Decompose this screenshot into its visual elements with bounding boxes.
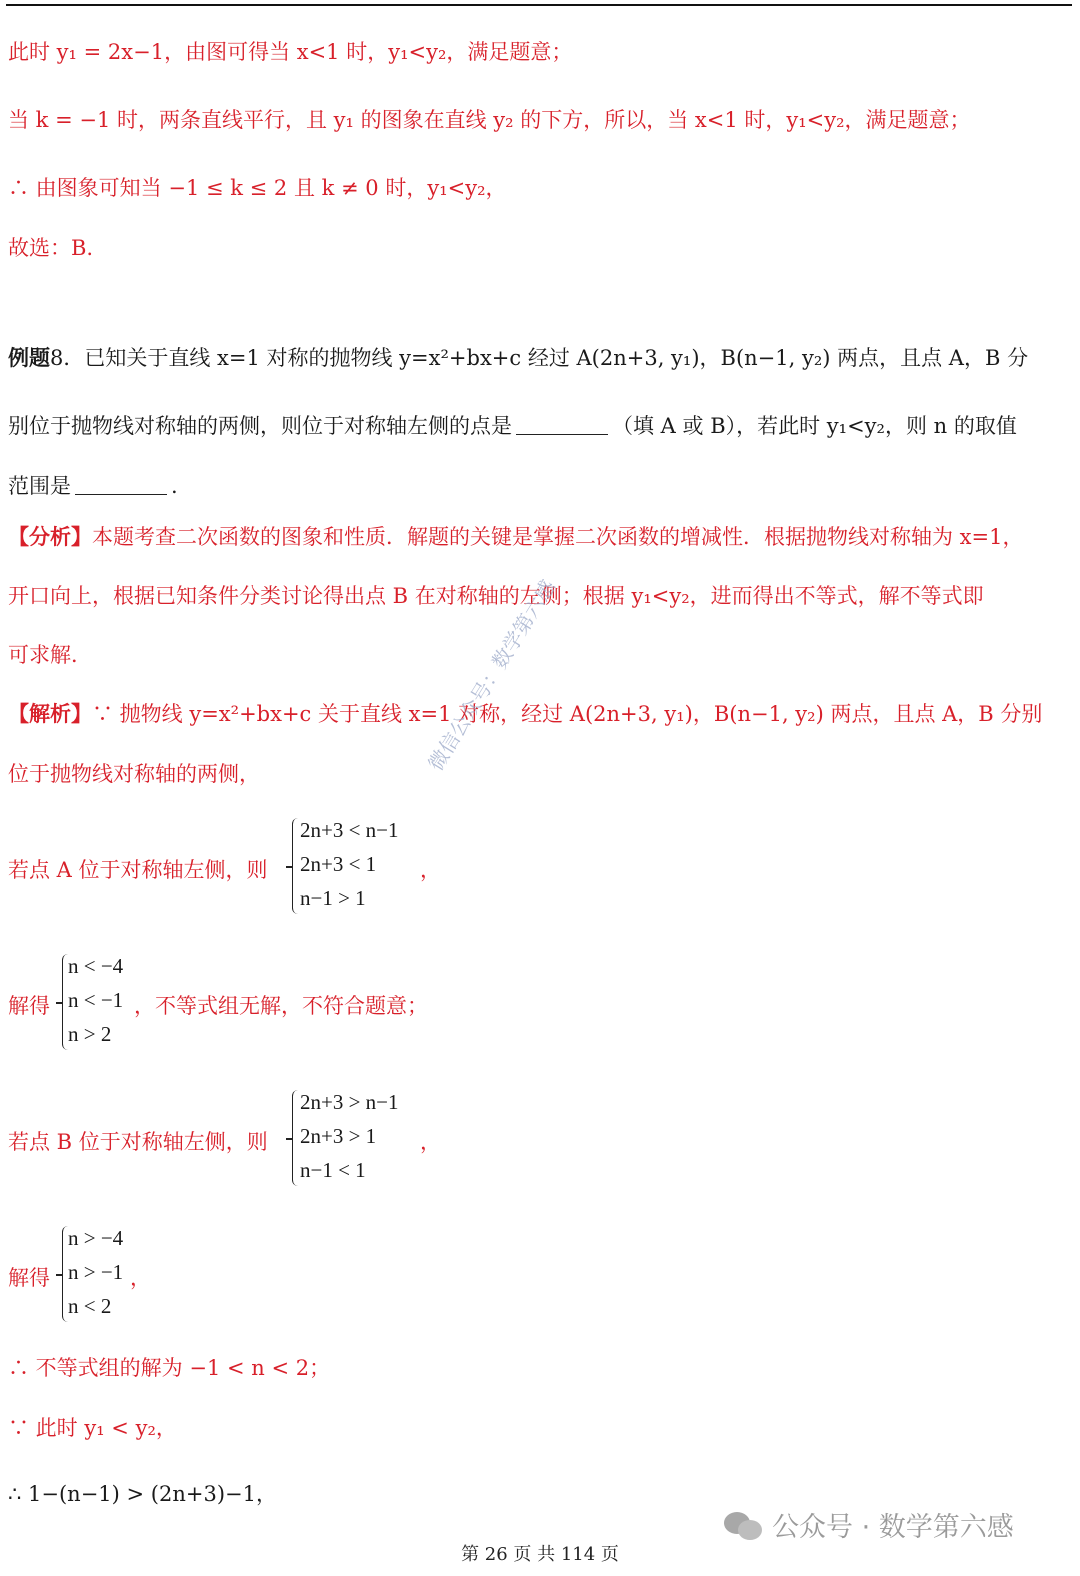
case-b-row-3: n−1 < 1 (300, 1158, 366, 1182)
solve-b-row-1: n > −4 (68, 1226, 124, 1250)
case-a-label: 若点 A 位于对称轴左侧，则 (8, 858, 268, 882)
wechat-icon (724, 1510, 764, 1540)
analysis-line-2: 开口向上，根据已知条件分类讨论得出点 B 在对称轴的左侧；根据 y₁<y₂，进而得出不等式，解不等式即 (8, 584, 984, 608)
solution-line-1 (8, 700, 1042, 728)
solve-b-comma: ， (130, 1266, 151, 1290)
solve-b-system (8, 1226, 208, 1326)
brand-mark (724, 1505, 1014, 1544)
solve-b-row-3: n < 2 (68, 1294, 112, 1318)
analysis-line-1 (8, 523, 1023, 551)
answer-line-3: ∴ 由图象可知当 −1 ≤ k ≤ 2 且 k ≠ 0 时，y₁<y₂， (8, 176, 507, 200)
solve-a-row-1: n < −4 (68, 954, 124, 978)
solve-a-row-3: n > 2 (68, 1022, 112, 1046)
solve-a-system (8, 954, 528, 1054)
example-text-1: 8．已知关于直线 x=1 对称的抛物线 y=x²+bx+c 经过 A(2n+3, y₁)，B(n−1, y₂) 两点，且点 A，B 分 (50, 346, 1029, 370)
case-b-comma: ， (420, 1130, 441, 1154)
answer-blank-2 (75, 474, 167, 495)
answer-blank-1 (516, 414, 608, 435)
solve-a-label: 解得 (8, 994, 50, 1018)
example-text-2b: （填 A 或 B），若此时 y₁<y₂，则 n 的取值 (612, 414, 1017, 438)
answer-choice: 故选：B. (8, 236, 94, 260)
conclusion-line-1: ∴ 不等式组的解为 −1 < n < 2； (8, 1356, 331, 1380)
analysis-text-1: 本题考查二次函数的图象和性质．解题的关键是掌握二次函数的增减性．根据抛物线对称轴为 x=1， (92, 525, 1024, 549)
analysis-line-3: 可求解． (8, 643, 92, 667)
case-b-label: 若点 B 位于对称轴左侧，则 (8, 1130, 268, 1154)
case-a-row-3: n−1 > 1 (300, 886, 366, 910)
page-footer: 第 26 页 共 114 页 (461, 1544, 619, 1565)
solve-a-row-2: n < −1 (68, 988, 124, 1012)
top-rule (6, 4, 1072, 6)
example-label: 例题 (8, 345, 50, 370)
example-8-line-2 (8, 412, 1017, 440)
analysis-label: 【分析】 (8, 524, 92, 549)
example-8-line-1 (8, 344, 1028, 372)
case-a-system (8, 818, 468, 918)
solve-b-row-2: n > −1 (68, 1260, 124, 1284)
answer-line-2: 当 k = −1 时，两条直线平行，且 y₁ 的图象在直线 y₂ 的下方，所以，当 x<1 时，y₁<y₂，满足题意； (8, 108, 971, 132)
case-a-row-2: 2n+3 < 1 (300, 852, 377, 876)
case-a-row-1: 2n+3 < n−1 (300, 818, 399, 842)
conclusion-line-3: ∴ 1−(n−1) > (2n+3)−1， (8, 1482, 277, 1506)
brand-text: 公众号 · 数学第六感 (772, 1512, 1014, 1543)
example-text-2a: 别位于抛物线对称轴的两侧，则位于对称轴左侧的点是 (8, 414, 512, 438)
case-b-system (8, 1090, 468, 1190)
watermark-text: 微信公众号：数学第六感 (423, 575, 561, 775)
example-8-line-3: 范围是 . (8, 474, 178, 498)
example-text-3: 范围是 (8, 474, 71, 498)
case-b-row-2: 2n+3 > 1 (300, 1124, 377, 1148)
case-a-comma: ， (420, 858, 441, 882)
answer-line-1: 此时 y₁ = 2x−1，由图可得当 x<1 时，y₁<y₂，满足题意； (8, 40, 573, 64)
solve-b-label: 解得 (8, 1266, 50, 1290)
solution-line-2: 位于抛物线对称轴的两侧， (8, 762, 260, 786)
solve-a-tail: ，不等式组无解，不符合题意； (134, 994, 428, 1018)
solution-label: 【解析】 (8, 701, 92, 726)
solution-text-1: ∵ 抛物线 y=x²+bx+c 关于直线 x=1 对称，经过 A(2n+3, y₁)，B(n−1, y₂) 两点，且点 A，B 分别 (92, 702, 1043, 726)
case-b-row-1: 2n+3 > n−1 (300, 1090, 399, 1114)
conclusion-line-2: ∵ 此时 y₁ < y₂， (8, 1416, 177, 1440)
